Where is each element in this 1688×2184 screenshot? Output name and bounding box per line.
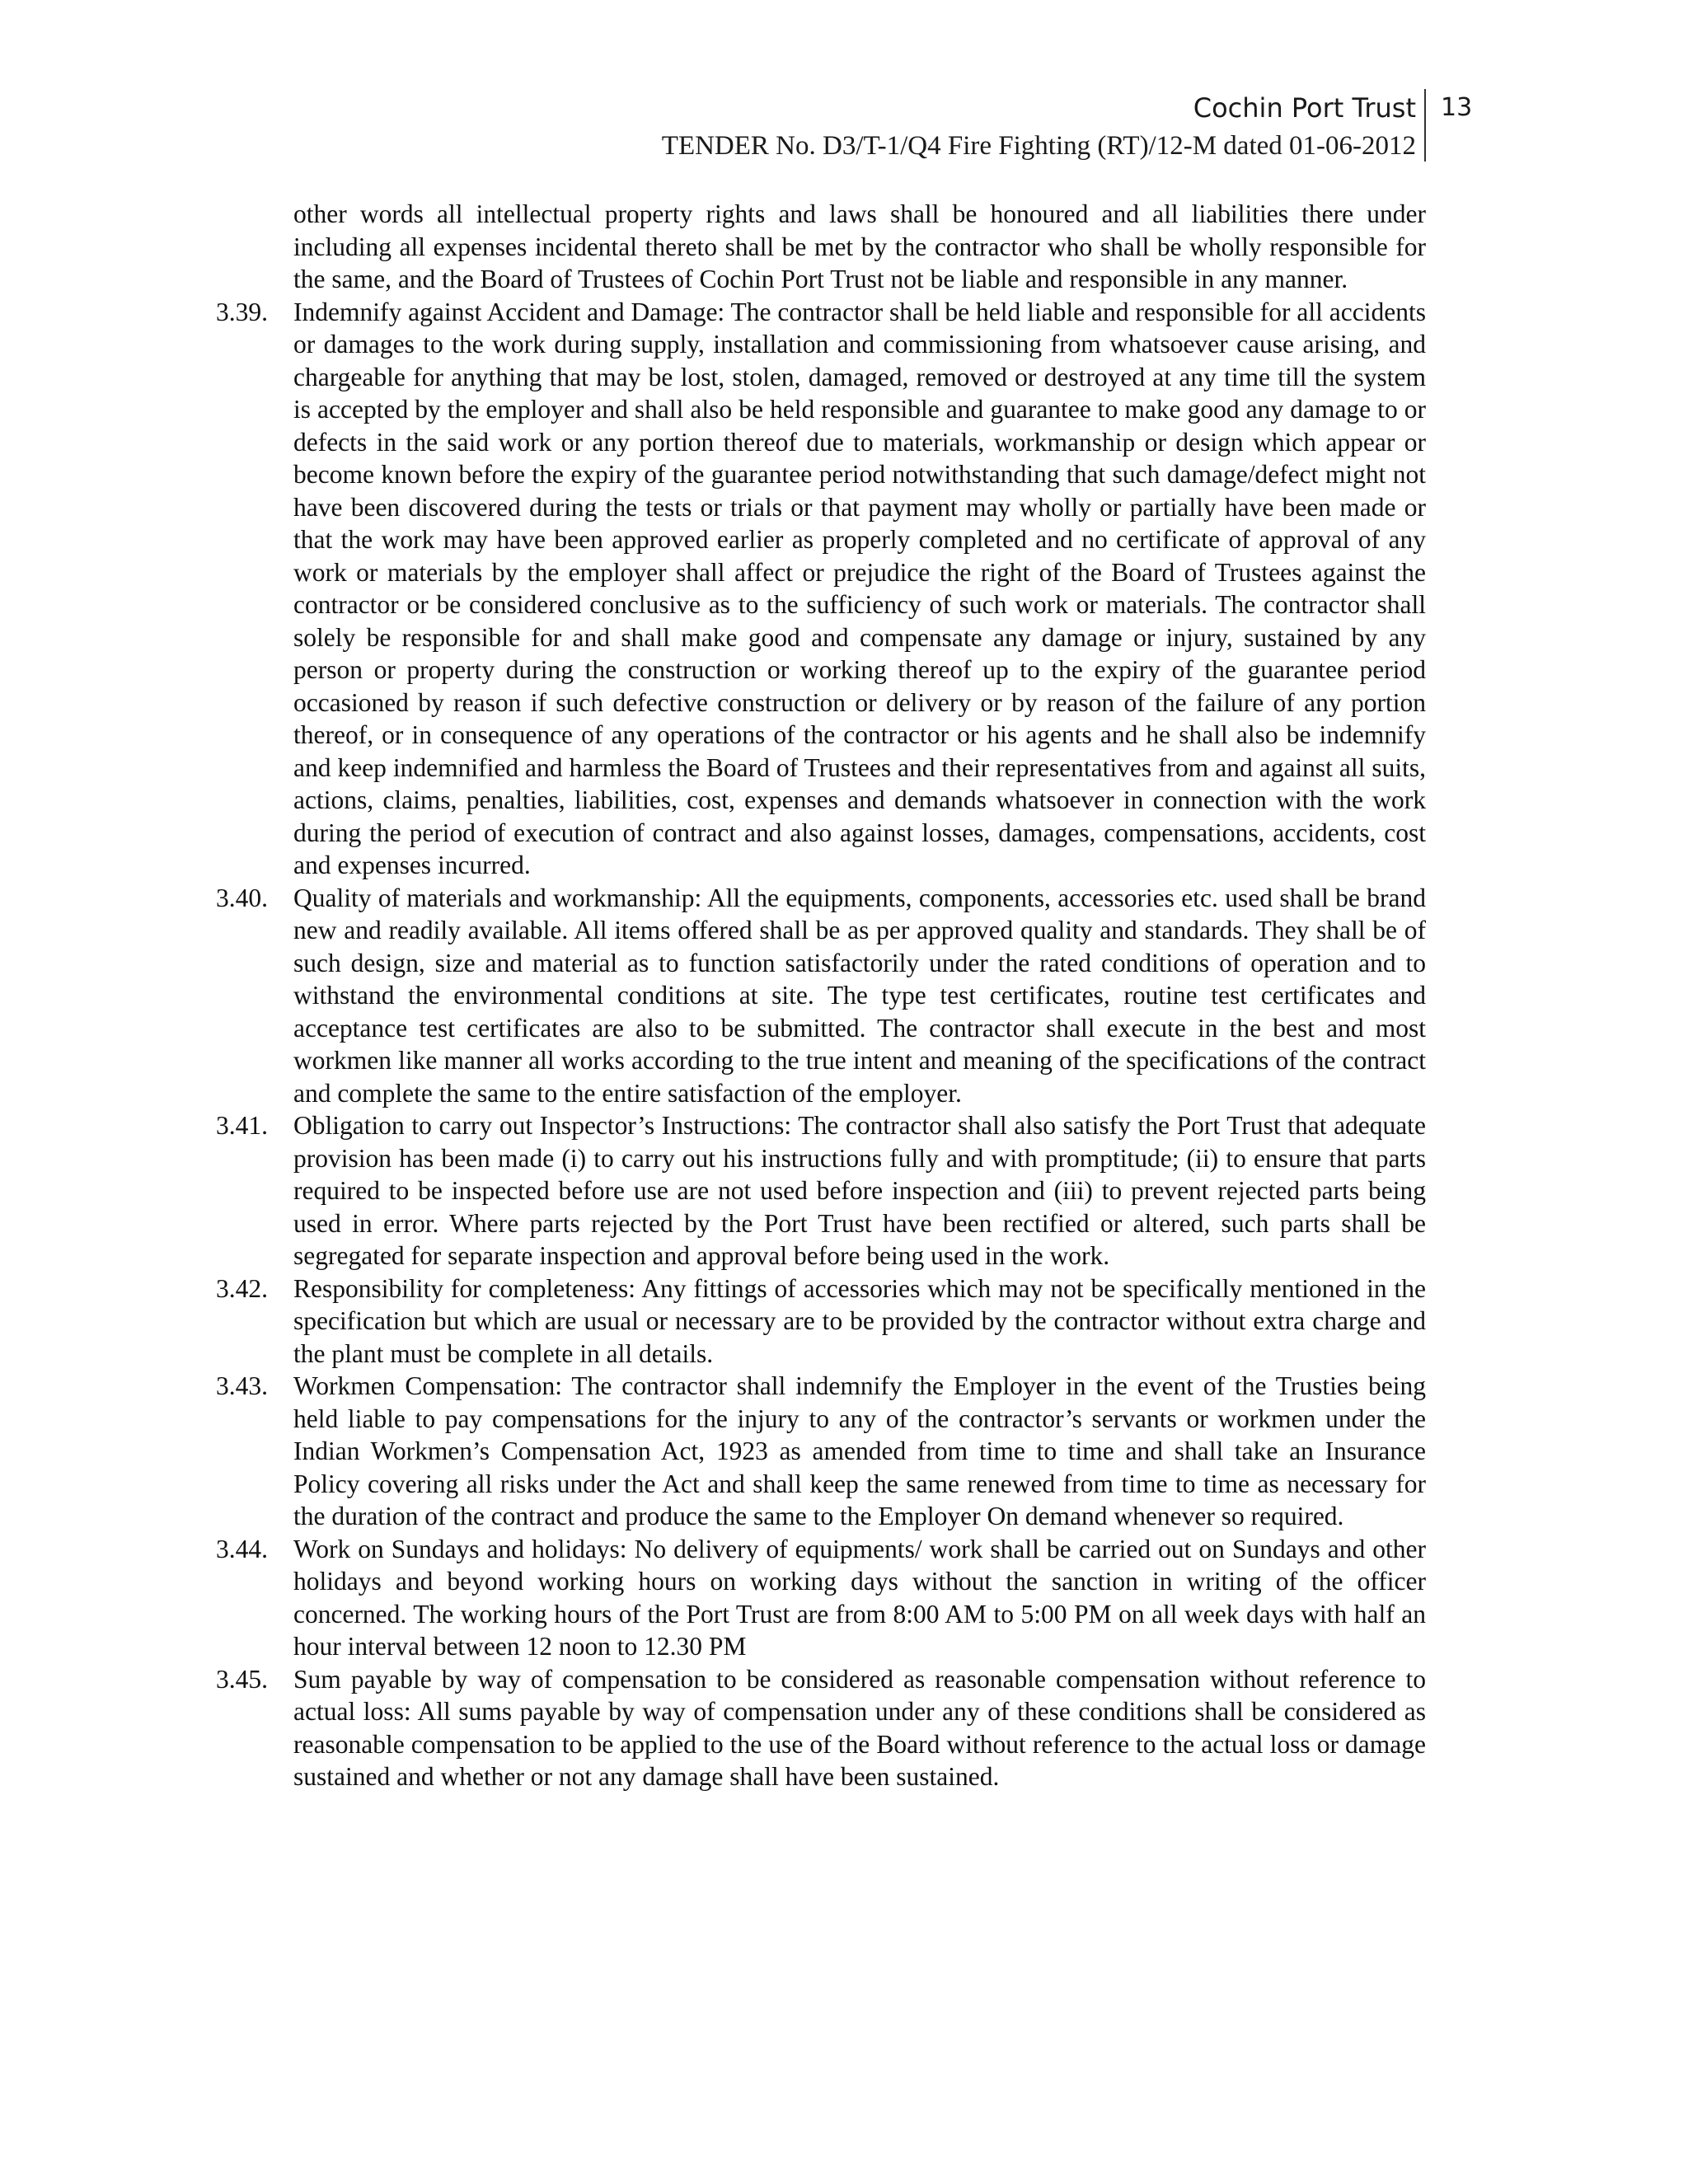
page-number: 13 (1441, 93, 1473, 122)
document-body (216, 198, 1426, 1793)
clause-number: 3.39. (216, 297, 268, 326)
clause-number: 3.41. (216, 1111, 268, 1140)
clause-text: Indemnify against Accident and Damage: The contractor shall be held liable and responsible for all accidents or damages to the work during supply, installation and commissioning from whatsoever cause arising, and chargeable for anything that may be lost, stolen, damaged, removed or destroyed at any time till the system is accepted by the employer and shall also be held responsible and guarantee to make good any damage to or defects in the said work or any portion thereof due to materials, workmanship or design which appear or become known before the expiry of the guarantee period notwithstanding that such damage/defect might not have been discovered during the tests or trials or that payment may wholly or partially have been made or that the work may have been approved earlier as properly completed and no certificate of approval of any work or materials by the employer shall affect or prejudice the right of the Board of Trustees against the contractor or be considered conclusive as to the sufficiency of such work or materials. The contractor shall solely be responsible for and shall make good and compensate any damage or injury, sustained by any person or property during the construction or working thereof up to the expiry of the guarantee period occasioned by reason if such defective construction or delivery or by reason of the failure of any portion thereof, or in consequence of any operations of the contractor or his agents and he shall also be indemnify and keep indemnified and harmless the Board of Trustees and their representatives from and against all suits, actions, claims, penalties, liabilities, cost, expenses and demands whatsoever in connection with the work during the period of execution of contract and also against losses, damages, compensations, accidents, cost and expenses incurred. (293, 297, 1426, 879)
tender-reference: TENDER No. D3/T-1/Q4 Fire Fighting (RT)/12-M dated 01-06-2012 (661, 131, 1416, 161)
clause-number: 3.42. (216, 1273, 268, 1303)
clause-text: Work on Sundays and holidays: No delivery of equipments/ work shall be carried out on Sundays and other holidays and beyond working hours on working days without the sanction in writing of the officer concerned. The working hours of the Port Trust are from 8:00 AM to 5:00 PM on all week days with half an hour interval between 12 noon to 12.30 PM (293, 1534, 1426, 1661)
clause-number: 3.45. (216, 1664, 268, 1694)
clause-text: Obligation to carry out Inspector’s Instructions: The contractor shall also satisfy the Port Trust that adequate provision has been made (i) to carry out his instructions fully and with promptitude; (ii) to ensure that parts required to be inspected before use are not used before inspection and (iii) to prevent rejected parts being used in error. Where parts rejected by the Port Trust have been rectified or altered, such parts shall be segregated for separate inspection and approval before being used in the work. (293, 1111, 1426, 1270)
page-header (662, 89, 1416, 165)
clause-text: Workmen Compensation: The contractor shall indemnify the Employer in the event of the Trusties being held liable to pay compensations for the injury to any of the contractor’s servants or workmen under the Indian Workmen’s Compensation Act, 1923 as amended from time to time and shall take an Insurance Policy covering all risks under the Act and shall keep the same renewed from time to time as necessary for the duration of the contract and produce the same to the Employer On demand whenever so required. (293, 1371, 1426, 1530)
organization-name: Cochin Port Trust (1193, 92, 1416, 124)
clause-number: 3.43. (216, 1371, 268, 1400)
intro-paragraph: other words all intellectual property rights and laws shall be honoured and all liabilities there under including all expenses incidental thereto shall be met by the contractor who shall be wholly responsible for the same, and the Board of Trustees of Cochin Port Trust not be liable and responsible in any manner. (293, 199, 1426, 293)
clause-3-40 (216, 882, 1426, 1110)
clause-3-43 (216, 1370, 1426, 1533)
clause-3-42 (216, 1272, 1426, 1371)
clause-text: Sum payable by way of compensation to be considered as reasonable compensation without reference to actual loss: All sums payable by way of compensation under any of these conditions shall be considered as reasonable compensation to be applied to the use of the Board without reference to the actual loss or damage sustained and whether or not any damage shall have been sustained. (293, 1664, 1426, 1791)
clause-text: Responsibility for completeness: Any fittings of accessories which may not be specifically mentioned in the specification but which are usual or necessary are to be provided by the contractor without extra charge and the plant must be complete in all details. (293, 1273, 1426, 1368)
header-divider (1424, 89, 1426, 162)
clause-3-39 (216, 296, 1426, 882)
clause-3-41 (216, 1109, 1426, 1272)
clause-number: 3.44. (216, 1534, 268, 1563)
clause-text: Quality of materials and workmanship: All the equipments, components, accessories etc. used shall be brand new and readily available. All items offered shall be as per approved quality and standards. They shall be of such design, size and material as to function satisfactorily under the rated conditions of operation and to withstand the environmental conditions at site. The type test certificates, routine test certificates and acceptance test certificates are also to be submitted. The contractor shall execute in the best and most workmen like manner all works according to the true intent and meaning of the specifications of the contract and complete the same to the entire satisfaction of the employer. (293, 883, 1426, 1108)
clause-number: 3.40. (216, 883, 268, 912)
clause-3-45 (216, 1663, 1426, 1793)
clause-3-44 (216, 1533, 1426, 1663)
